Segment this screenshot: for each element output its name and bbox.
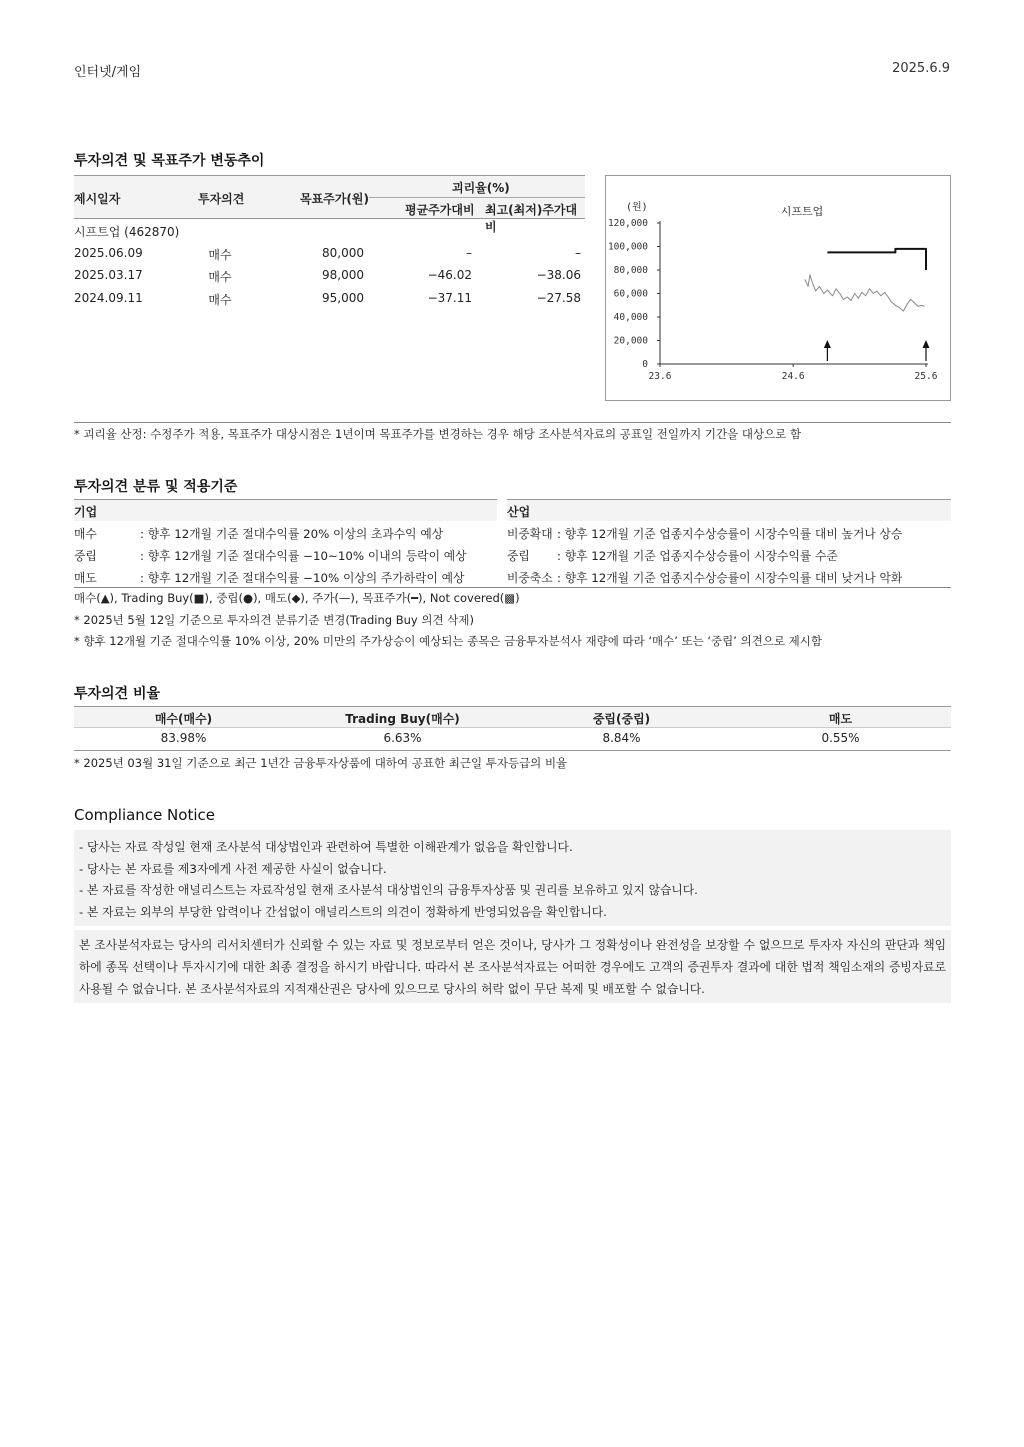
compliance-title: Compliance Notice bbox=[74, 806, 215, 824]
y-tick-label: 20,000 bbox=[613, 335, 648, 347]
company-desc: : 향후 12개월 기준 절대수익률 −10% 이상의 주가하락이 예상 bbox=[140, 571, 465, 585]
row-target: 80,000 bbox=[322, 245, 364, 260]
stock-price-line bbox=[805, 275, 925, 311]
company-row bbox=[74, 219, 585, 242]
company-desc: : 향후 12개월 기준 절대수익률 20% 이상의 초과수익 예상 bbox=[140, 527, 444, 541]
row-avg: – bbox=[466, 245, 472, 260]
row-opinion: 매수 bbox=[208, 247, 232, 262]
company-label: 매수 bbox=[74, 527, 97, 541]
y-tick-label: 60,000 bbox=[613, 288, 648, 300]
company-label: 매도 bbox=[74, 571, 97, 585]
company-label: 중립 bbox=[74, 549, 97, 563]
ratio-header-cell: Trading Buy(매수) bbox=[345, 712, 460, 726]
row-target: 98,000 bbox=[322, 268, 364, 283]
y-tick-label: 40,000 bbox=[613, 312, 648, 323]
row-target: 95,000 bbox=[322, 290, 364, 305]
ratio-value: 8.84% bbox=[602, 731, 641, 745]
ratio-value: 6.63% bbox=[383, 731, 422, 745]
chart-title: 시프트업 bbox=[780, 205, 824, 218]
col-opinion: 투자의견 bbox=[198, 192, 245, 206]
ratio-header-cell: 매수(매수) bbox=[154, 712, 213, 726]
ratio-header bbox=[74, 706, 951, 728]
y-tick-label: 100,000 bbox=[607, 241, 648, 253]
buy-marker-icon bbox=[923, 340, 930, 348]
industry-desc: : 향후 12개월 기준 업종지수상승률이 시장수익률 대비 높거나 상승 bbox=[557, 527, 903, 541]
compliance-item: - 본 자료는 외부의 부당한 압력이나 간섭없이 애널리스트의 의견이 정확하게 반영되었음을 확인합니다. bbox=[79, 905, 607, 919]
company-desc: : 향후 12개월 기준 절대수익률 −10~10% 이내의 등락이 예상 bbox=[140, 549, 467, 563]
row-avg: −46.02 bbox=[427, 268, 472, 283]
classification-legend: 매수(▲), Trading Buy(■), 중립(●), 매도(◆), 주가(—), 목표주가(━), Not covered(▩) bbox=[74, 591, 520, 605]
row-date: 2024.09.11 bbox=[74, 290, 143, 305]
ratio-value: 0.55% bbox=[821, 731, 860, 745]
price-chart-svg bbox=[606, 176, 950, 400]
industry-desc: : 향후 12개월 기준 업종지수상승률이 시장수익률 수준 bbox=[557, 549, 838, 563]
col-hilo: 최고(최저)주가대비 bbox=[485, 203, 578, 234]
disclaimer-text: 본 조사분석자료는 당사의 리서치센터가 신뢰할 수 있는 자료 및 정보로부터 얻은 것이나, 당사가 그 정확성이나 완전성을 보장할 수 없으므로 투자자 자신의 판단과 책임하에 종목 선택이나 투자시기에 대한 최종 결정을 하시기 바랍니다. 따라서 본 조사분석자료는 어떠한 경우에도 고객의 증권투자 결과에 대한 법적 책임소재의 증빙자료로 사용될 수 없습니다. 본 조사분석자료의 지적재산권은 당사에 있으므로 당사의 허락 없이 무단 복제 및 배포할 수 없습니다. bbox=[79, 938, 946, 996]
industry-header-bar bbox=[507, 499, 951, 521]
ratio-header-cell: 매도 bbox=[828, 712, 853, 726]
industry-header: 산업 bbox=[507, 505, 531, 519]
divider bbox=[74, 422, 951, 423]
col-avg: 평균주가대비 bbox=[405, 203, 475, 217]
row-date: 2025.03.17 bbox=[74, 268, 143, 283]
classification-note-2: * 향후 12개월 기준 절대수익률 10% 이상, 20% 미만의 주가상승이 예상되는 종목은 금융투자분석사 재량에 따라 ‘매수’ 또는 ‘중립’ 의견으로 제시함 bbox=[74, 634, 823, 648]
x-tick-label: 25.6 bbox=[914, 371, 938, 382]
compliance-item: - 당사는 본 자료를 제3자에게 사전 제공한 사실이 없습니다. bbox=[79, 862, 387, 876]
y-axis-label: (원) bbox=[626, 202, 648, 213]
x-tick-label: 24.6 bbox=[781, 371, 805, 382]
ratio-value: 83.98% bbox=[160, 731, 207, 745]
history-table bbox=[74, 175, 585, 309]
row-avg: −37.11 bbox=[427, 290, 472, 305]
compliance-item: - 당사는 자료 작성일 현재 조사분석 대상법인과 관련하여 특별한 이해관계가 없음을 확인합니다. bbox=[79, 840, 573, 854]
history-note: * 괴리율 산정: 수정주가 적용, 목표주가 대상시점은 1년이며 목표주가를 변경하는 경우 해당 조사분석자료의 공표일 전일까지 기간을 대상으로 함 bbox=[74, 427, 802, 441]
y-tick-label: 120,000 bbox=[607, 218, 648, 229]
classification-note-1: * 2025년 5월 12일 기준으로 투자의견 분류기준 변경(Trading Buy 의견 삭제) bbox=[74, 613, 474, 627]
row-hilo: −38.06 bbox=[536, 268, 581, 283]
compliance-item: - 본 자료를 작성한 애널리스트는 자료작성일 현재 조사분석 대상법인의 금융투자상품 및 권리를 보유하고 있지 않습니다. bbox=[79, 883, 698, 897]
disclaimer-box bbox=[74, 930, 951, 1003]
industry-label: 비중축소 bbox=[507, 571, 553, 585]
row-hilo: −27.58 bbox=[536, 290, 581, 305]
price-chart bbox=[605, 175, 951, 401]
industry-label: 비중확대 bbox=[507, 527, 553, 541]
col-gap: 괴리율(%) bbox=[452, 181, 510, 195]
row-hilo: – bbox=[575, 245, 581, 260]
ratio-title: 투자의견 비율 bbox=[74, 686, 161, 702]
col-target: 목표주가(원) bbox=[300, 192, 369, 206]
compliance-list bbox=[74, 830, 951, 926]
target-price-line bbox=[827, 249, 926, 270]
industry-label: 중립 bbox=[507, 549, 530, 563]
company-header: 기업 bbox=[74, 505, 98, 519]
divider bbox=[74, 587, 951, 588]
x-tick-label: 23.6 bbox=[648, 371, 672, 382]
buy-marker-icon bbox=[824, 340, 831, 348]
ratio-values bbox=[74, 728, 951, 751]
history-title: 투자의견 및 목표주가 변동추이 bbox=[74, 153, 265, 169]
col-date: 제시일자 bbox=[74, 192, 121, 206]
header-section: 인터넷/게임 bbox=[74, 65, 142, 80]
row-date: 2025.06.09 bbox=[74, 245, 143, 260]
header-date: 2025.6.9 bbox=[892, 61, 950, 76]
header-divider bbox=[369, 197, 585, 198]
y-tick-label: 0 bbox=[642, 359, 648, 370]
ratio-header-cell: 중립(중립) bbox=[592, 712, 651, 726]
industry-desc: : 향후 12개월 기준 업종지수상승률이 시장수익률 대비 낮거나 악화 bbox=[557, 571, 903, 585]
y-tick-label: 80,000 bbox=[613, 265, 648, 276]
table-row bbox=[74, 242, 585, 265]
company-header-bar bbox=[74, 499, 497, 521]
table-row bbox=[74, 264, 585, 287]
company-name: 시프트업 (462870) bbox=[74, 225, 180, 239]
row-opinion: 매수 bbox=[208, 270, 232, 285]
table-row bbox=[74, 287, 585, 310]
row-opinion: 매수 bbox=[208, 292, 232, 307]
classification-title: 투자의견 분류 및 적용기준 bbox=[74, 479, 238, 495]
ratio-note: * 2025년 03월 31일 기준으로 최근 1년간 금융투자상품에 대하여 공표한 최근일 투자등급의 비율 bbox=[74, 756, 568, 770]
